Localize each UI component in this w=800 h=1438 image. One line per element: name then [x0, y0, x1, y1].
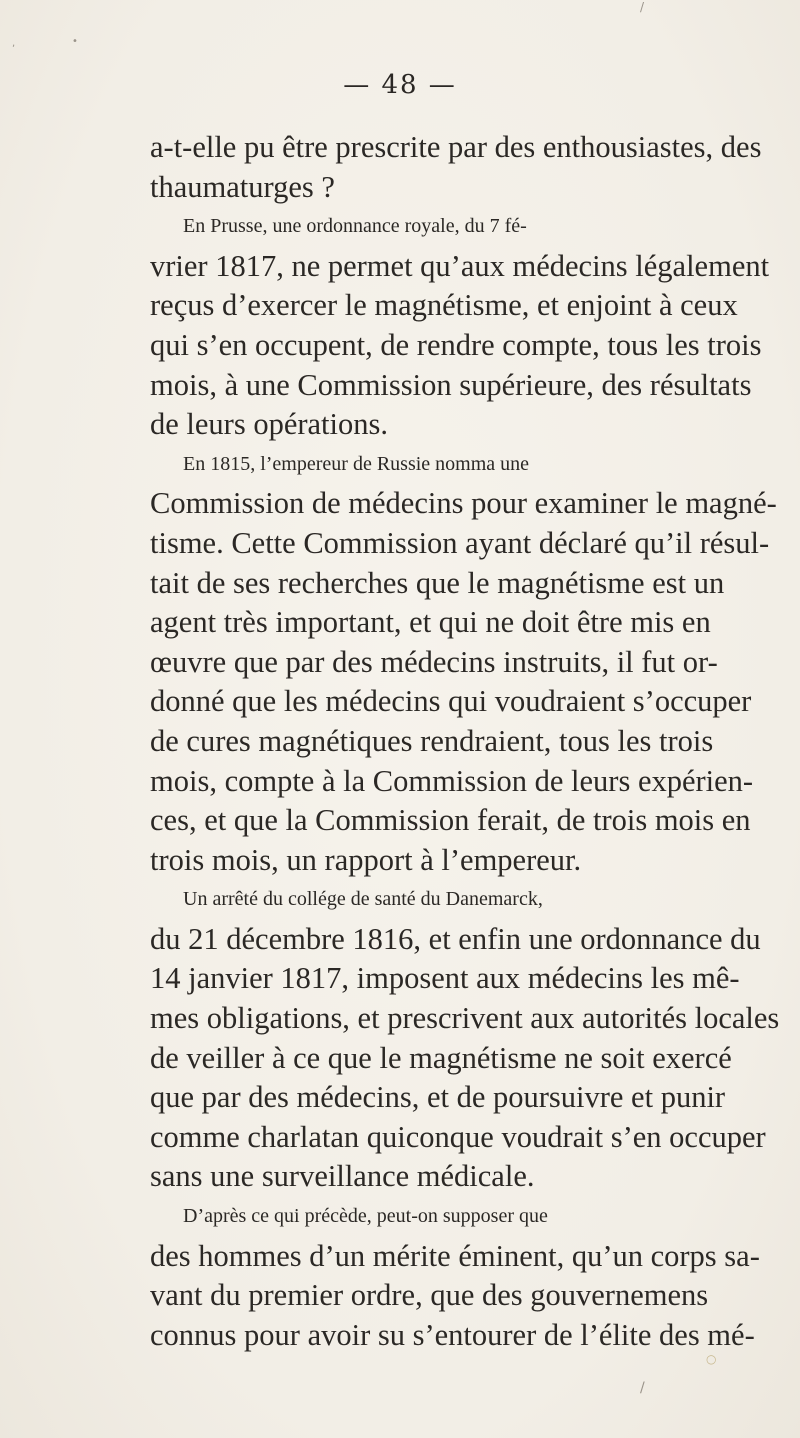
text-line: a-t-elle pu être prescrite par des enthousiastes, des	[150, 130, 762, 164]
paper-speck: /	[640, 1380, 645, 1396]
text-line: donné que les médecins qui voudraient s’occuper	[150, 684, 752, 719]
text-line: de leurs opérations.	[150, 407, 388, 442]
text-line: de veiller à ce que le magnétisme ne soit exercé	[150, 1040, 732, 1075]
text-line: ces, et que la Commission ferait, de trois mois en	[150, 803, 751, 838]
text-line: vrier 1817, ne permet qu’aux médecins légalement	[150, 248, 770, 283]
page-number: — 48 —	[343, 70, 457, 100]
paper-speck: ,	[12, 38, 16, 49]
text-line: sans une surveillance médicale.	[150, 1159, 535, 1194]
body-text	[150, 128, 790, 1355]
text-line: vant du premier ordre, que des gouvernemens	[150, 1278, 709, 1313]
text-line: Commission de médecins pour examiner le magné-	[150, 486, 777, 521]
text-line: connus pour avoir su s’entourer de l’élite des mé-	[150, 1317, 755, 1352]
text-line: mois, à une Commission supérieure, des résultats	[150, 367, 752, 402]
paper-speck: ○	[706, 1352, 717, 1366]
paper-speck: •	[72, 36, 78, 47]
text-line: du 21 décembre 1816, et enfin une ordonnance du	[150, 921, 761, 956]
text-line: tisme. Cette Commission ayant déclaré qu’il résul-	[150, 525, 770, 560]
text-line: Un arrêté du collége de santé du Danemarck,	[183, 888, 543, 911]
text-line: trois mois, un rapport à l’empereur.	[150, 842, 582, 877]
paper-speck: /	[640, 0, 645, 14]
text-line: En 1815, l’empereur de Russie nomma une	[183, 452, 530, 475]
text-line: agent très important, et qui ne doit être mis en	[150, 605, 711, 640]
text-line: D’après ce qui précède, peut-on supposer que	[183, 1205, 548, 1228]
text-line: de cures magnétiques rendraient, tous les trois	[150, 723, 714, 758]
text-line: que par des médecins, et de poursuivre et punir	[150, 1080, 726, 1115]
text-line: En Prusse, une ordonnance royale, du 7 fé-	[183, 215, 527, 238]
text-line: tait de ses recherches que le magnétisme est un	[150, 565, 725, 600]
text-line: thaumaturges ?	[150, 169, 335, 204]
text-line: qui s’en occupent, de rendre compte, tous les trois	[150, 327, 762, 362]
text-line: mes obligations, et prescrivent aux autorités locales	[150, 1001, 780, 1036]
text-line: des hommes d’un mérite éminent, qu’un corps sa-	[150, 1238, 760, 1273]
text-line: mois, compte à la Commission de leurs expérien-	[150, 763, 754, 798]
text-line: reçus d’exercer le magnétisme, et enjoint à ceux	[150, 288, 738, 323]
text-line: œuvre que par des médecins instruits, il fut or-	[150, 644, 718, 679]
text-line: comme charlatan quiconque voudrait s’en occuper	[150, 1119, 766, 1154]
text-line: 14 janvier 1817, imposent aux médecins les mê-	[150, 961, 740, 996]
